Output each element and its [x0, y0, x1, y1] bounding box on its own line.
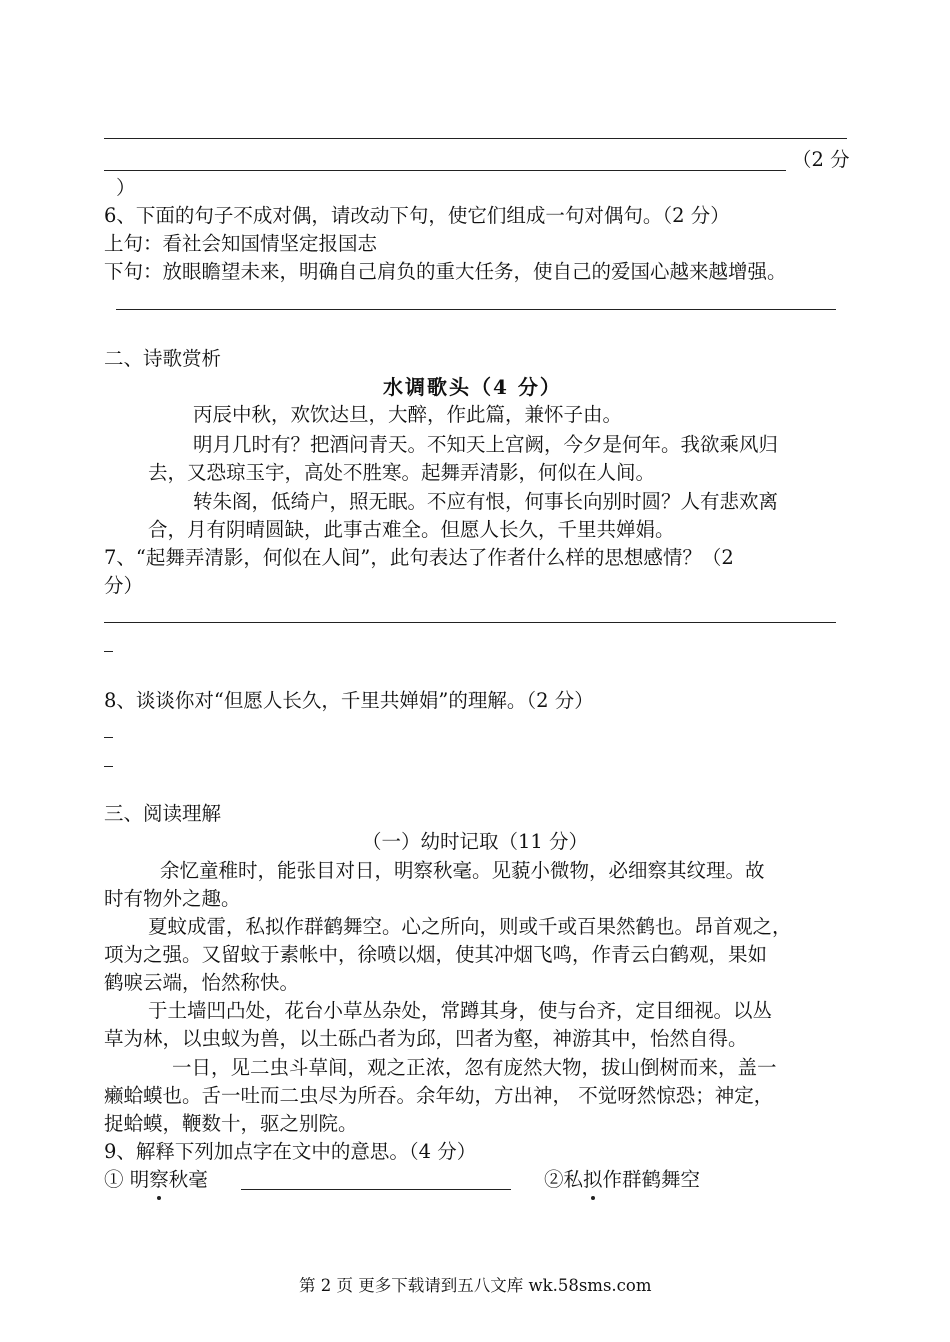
answer-line: [104, 170, 786, 171]
passage-line: 癞蛤蟆也。舌一吐而二虫尽为所吞。余年幼，方出神， 不觉呀然惊恐；神定，: [104, 1084, 774, 1107]
passage-line: 一日，见二虫斗草间，观之正浓，忽有庞然大物，拔山倒树而来，盖一: [172, 1056, 777, 1079]
q7-prompt-cont: 分）: [104, 574, 144, 597]
q9-item-1: [104, 1166, 208, 1194]
poem-line: 转朱阁，低绮户，照无眠。不应有恨，何事长向别时圆？人有悲欢离: [193, 490, 779, 513]
q6-lower-sentence: 下句：放眼瞻望未来，明确自己肩负的重大任务，使自己的爱国心越来越增强。: [104, 260, 787, 283]
item-text-pre: 明: [123, 1168, 150, 1191]
q7-prompt: 7、“起舞弄清影，何似在人间”，此句表达了作者什么样的思想感情？（2: [104, 546, 734, 569]
poem-line: 去，又恐琼玉宇，高处不胜寒。起舞弄清影，何似在人间。: [148, 461, 656, 484]
dotted-char: 拟: [583, 1166, 603, 1194]
answer-line: [104, 138, 847, 139]
answer-stub: [104, 737, 113, 738]
section2-heading: 二、诗歌赏析: [104, 347, 222, 370]
q6-prompt: 6、下面的句子不成对偶，请改动下句，使它们组成一句对偶句。（2 分）: [104, 204, 730, 227]
item-text-post: 秋毫: [168, 1168, 208, 1191]
item-text-post: 作群鹤舞空: [602, 1168, 701, 1191]
q5-score-close: ）: [116, 176, 136, 199]
passage-line: 项为之强。又留蚊于素帐中，徐喷以烟，使其冲烟飞鸣，作青云白鹤观，果如: [104, 943, 768, 966]
poem-line: 明月几时有？把酒问青天。不知天上宫阙，今夕是何年。我欲乘风归: [193, 433, 779, 456]
answer-line: [116, 309, 836, 310]
item-number: ①: [104, 1168, 124, 1191]
q9-prompt: 9、解释下列加点字在文中的意思。（4 分）: [104, 1140, 477, 1163]
passage-line: 于土墙凹凸处，花台小草丛杂处，常蹲其身，使与台齐，定目细视。以丛: [148, 999, 773, 1022]
section3-heading: 三、阅读理解: [104, 802, 222, 825]
poem-preface: 丙辰中秋，欢饮达旦，大醉，作此篇，兼怀子由。: [193, 403, 623, 426]
passage-line: 余忆童稚时，能张目对日，明察秋毫。见藐小微物，必细察其纹理。故: [160, 859, 765, 882]
passage-line: 夏蚊成雷，私拟作群鹤舞空。心之所向，则或千或百果然鹤也。昂首观之，: [148, 915, 792, 938]
q5-score: （2 分: [792, 148, 850, 171]
answer-stub: [104, 651, 113, 652]
passage-line: 鹤唳云端，怡然称快。: [104, 971, 300, 994]
answer-stub: [104, 766, 113, 767]
answer-line: [104, 622, 836, 623]
passage-line: 草为林，以虫蚁为兽，以土砾凸者为邱，凹者为壑，神游其中，怡然自得。: [104, 1027, 748, 1050]
q8-prompt: 8、谈谈你对“但愿人长久，千里共婵娟”的理解。（2 分）: [104, 689, 594, 712]
q6-upper-sentence: 上句：看社会知国情坚定报国志: [104, 232, 378, 255]
poem-title: 水调歌头（4 分）: [383, 375, 562, 399]
dotted-char: 察: [149, 1166, 169, 1194]
item-text-pre: ②私: [544, 1168, 584, 1191]
passage-line: 时有物外之趣。: [104, 887, 241, 910]
q9-item-2: [544, 1166, 700, 1194]
poem-line: 合，月有阴晴圆缺，此事古难全。但愿人长久，千里共婵娟。: [148, 518, 675, 541]
answer-line: [241, 1189, 511, 1190]
passage-line: 捉蛤蟆，鞭数十，驱之别院。: [104, 1112, 358, 1135]
page-footer: 第 2 页 更多下载请到五八文库 wk.58sms.com: [299, 1276, 652, 1295]
passage-subtitle: （一）幼时记取（11 分）: [362, 830, 589, 853]
